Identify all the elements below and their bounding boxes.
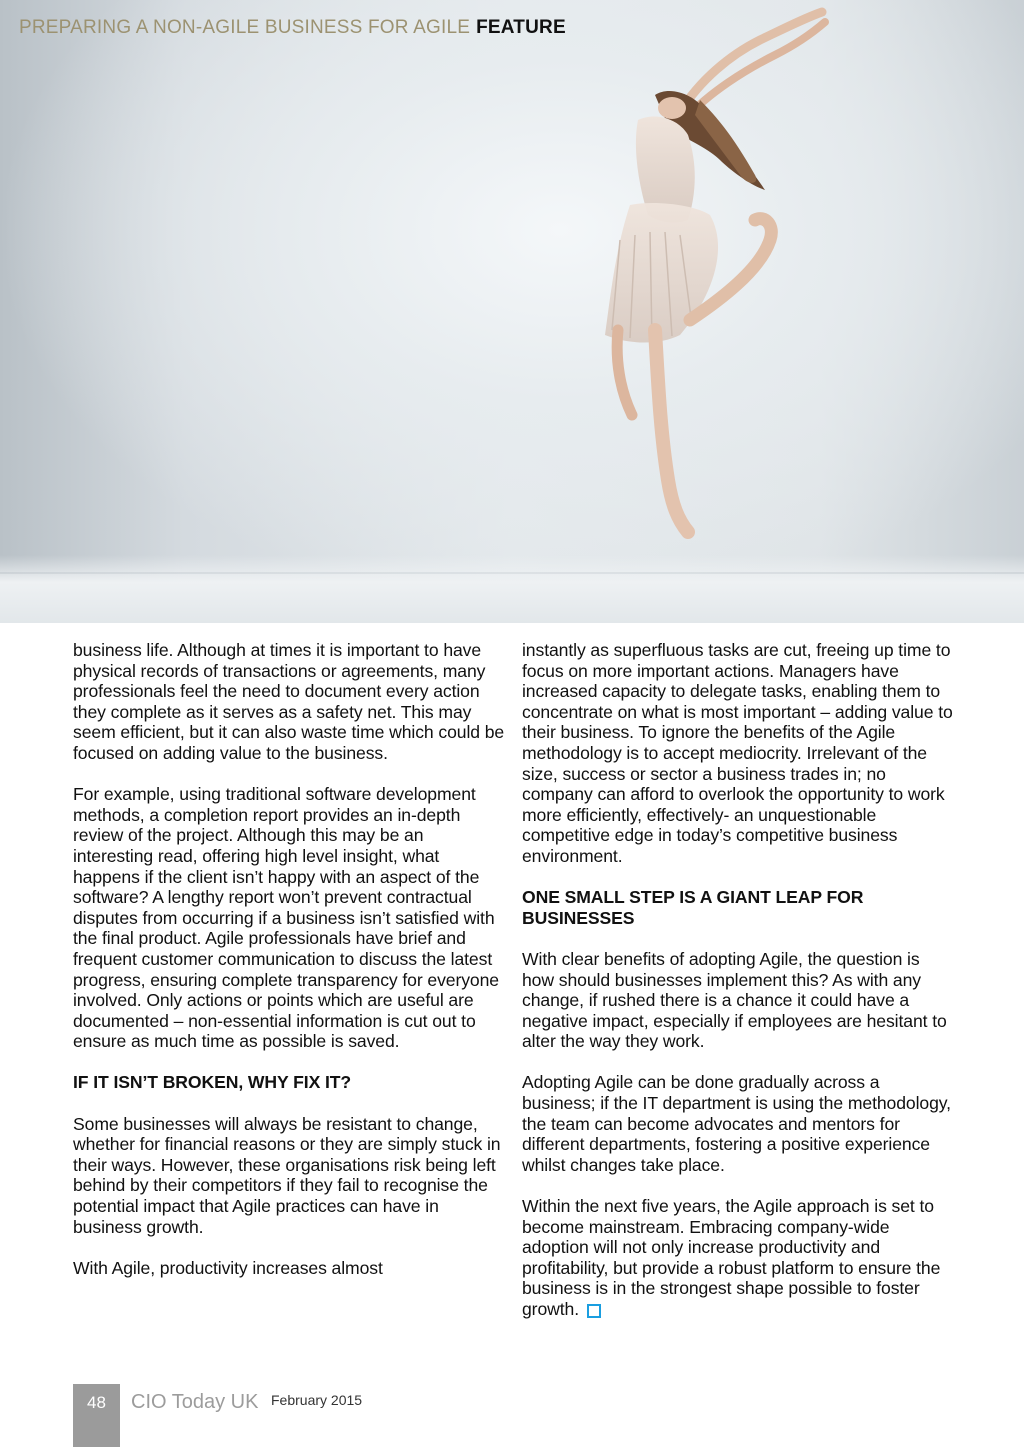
paragraph: instantly as superfluous tasks are cut, freeing up time to focus on more important actions. Managers have increased capacity to delegate tasks, enabling them to concentrate on what is most important – adding value to their business. To ignore the benefits of the Agile methodology is to accept mediocrity. Irrelevant of the size, success or sector a business trades in; no company can afford to overlook the opportunity to work more efficiently, effectively- an unquestionable competitive edge in today’s competitive business environment.	[522, 640, 953, 866]
end-of-article-square-icon	[587, 1304, 601, 1318]
subheading: ONE SMALL STEP IS A GIANT LEAP FOR BUSINESSES	[522, 887, 864, 928]
series-title: PREPARING A NON-AGILE BUSINESS FOR AGILE	[19, 17, 471, 38]
page-kicker	[19, 17, 566, 39]
paragraph: Adopting Agile can be done gradually across a business; if the IT department is using the methodology, the team can become advocates and mentors for different departments, fostering a positive experience whilst changes take place.	[522, 1072, 951, 1175]
paragraph: Some businesses will always be resistant to change, whether for financial reasons or they are simply stuck in their ways. However, these organisations risk being left behind by their competitors if they fail to recognise the potential impact that Agile practices can have in business growth.	[73, 1113, 501, 1237]
dancer-icon	[560, 0, 860, 560]
page-number: 48	[87, 1393, 106, 1412]
article-column-left	[73, 640, 505, 1299]
studio-floor	[0, 555, 1024, 623]
section-label: FEATURE	[476, 17, 566, 38]
paragraph: With clear benefits of adopting Agile, the question is how should businesses implement this? As with any change, if rushed there is a chance it could have a negative impact, especially if employees are hesitant to alter the way they work.	[522, 948, 947, 1052]
page-number-tab	[73, 1384, 120, 1447]
paragraph: business life. Although at times it is important to have physical records of transactions or agreements, many professionals feel the need to document every action they complete as it serves as a safety net. This may seem efficient, but it can also waste time which could be focused on adding value to the business.	[73, 640, 505, 763]
hero-photo	[0, 0, 1024, 623]
article-column-right	[522, 640, 954, 1340]
issue-date: February 2015	[271, 1392, 363, 1408]
paragraph: With Agile, productivity increases almost	[73, 1257, 383, 1278]
magazine-name: CIO Today UK	[131, 1391, 259, 1413]
paragraph-final	[522, 1196, 954, 1320]
floor-horizon-line	[0, 572, 1024, 574]
paragraph: For example, using traditional software development methods, a completion report provides an in-depth review of the project. Although this may be an interesting read, offering high level insight, what happens if the client isn’t happy with an aspect of the software? A lengthy report won’t prevent contractual disputes from occurring if a business isn’t satisfied with the final product. Agile professionals have brief and frequent customer communication to discuss the latest progress, ensuring complete transparency for everyone involved. Only actions or points which are useful are documented – non-essential information is cut out to ensure as much time as possible is saved.	[73, 784, 499, 1052]
subheading: IF IT ISN’T BROKEN, WHY FIX IT?	[73, 1072, 352, 1093]
final-paragraph-text: Within the next five years, the Agile approach is set to become mainstream. Embracing company-wide adoption will not only increase productivity and profitability, but provide a robust platform to ensure the business is in the strongest shape possible to foster growth.	[522, 1196, 941, 1319]
